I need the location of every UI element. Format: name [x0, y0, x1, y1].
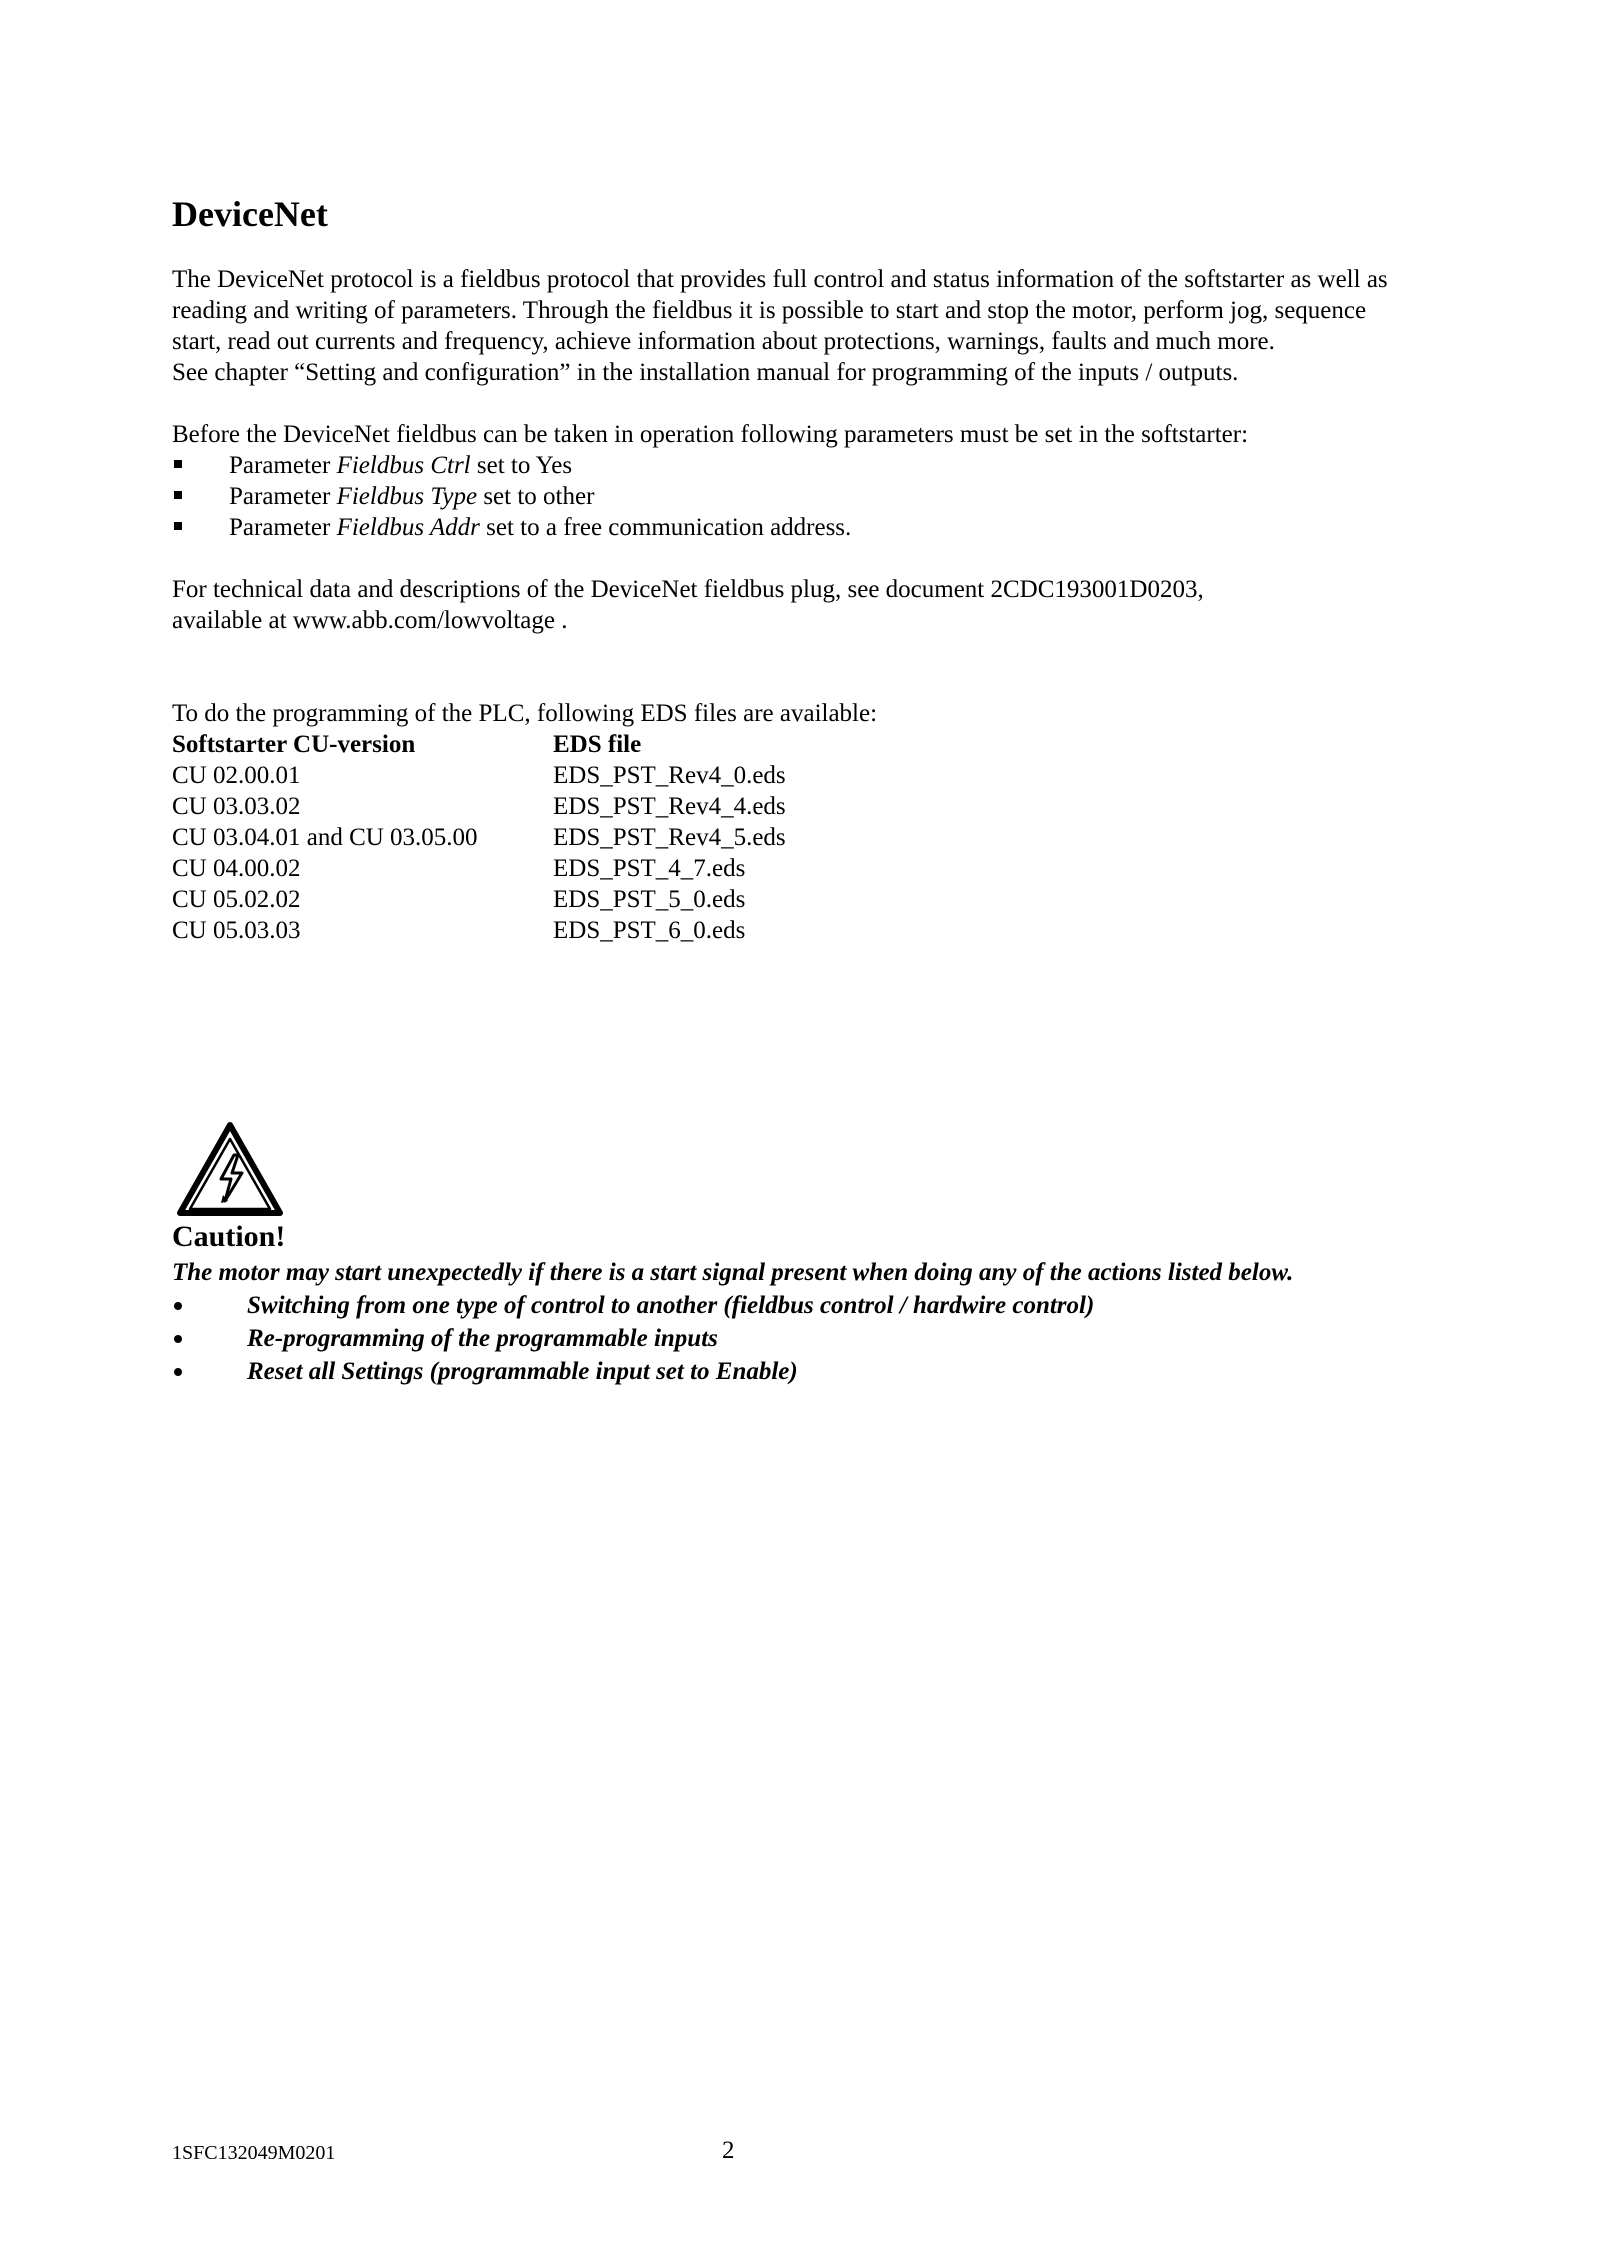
table-row: [172, 915, 786, 946]
parameter-suffix: set to Yes: [470, 452, 573, 479]
caution-list: [172, 1289, 1412, 1388]
parameter-suffix: set to other: [477, 483, 595, 510]
column-header-cu-version: Softstarter CU-version: [172, 731, 416, 758]
eds-file-cell: EDS_PST_Rev4_0.eds: [553, 762, 786, 789]
page-number: 2: [722, 2137, 735, 2164]
parameter-list: [172, 450, 1412, 543]
see-chapter-text: See chapter “Setting and configuration” in the installation manual for programming of the inputs / outputs.: [172, 359, 1239, 386]
caution-item-text: Re-programming of the programmable inputs: [247, 1325, 718, 1352]
eds-file-cell: EDS_PST_Rev4_4.eds: [553, 793, 786, 820]
cu-version-cell: CU 03.03.02: [172, 793, 301, 820]
cu-version-cell: CU 03.04.01 and CU 03.05.00: [172, 824, 478, 851]
availability-line: available at www.abb.com/lowvoltage .: [172, 607, 568, 634]
caution-heading: Caution!: [172, 1220, 286, 1253]
table-row: [172, 760, 786, 791]
eds-file-cell: EDS_PST_4_7.eds: [553, 855, 746, 882]
list-item: [172, 1322, 1412, 1355]
list-item: [172, 450, 1412, 481]
list-item: [172, 512, 1412, 543]
before-text: Before the DeviceNet fieldbus can be taken in operation following parameters must be set in the softstarter:: [172, 421, 1249, 448]
eds-intro: To do the programming of the PLC, following EDS files are available:: [172, 700, 878, 727]
table-row: [172, 853, 786, 884]
bullet-dot-icon: [174, 1335, 182, 1343]
caution-item-text: Reset all Settings (programmable input set to Enable): [247, 1358, 798, 1385]
bullet-dot-icon: [174, 1302, 182, 1310]
bullet-dot-icon: [174, 1368, 182, 1376]
page-title: DeviceNet: [172, 194, 328, 234]
eds-file-cell: EDS_PST_6_0.eds: [553, 917, 746, 944]
eds-file-cell: EDS_PST_Rev4_5.eds: [553, 824, 786, 851]
list-item: [172, 1355, 1412, 1388]
eds-file-cell: EDS_PST_5_0.eds: [553, 886, 746, 913]
cu-version-cell: CU 02.00.01: [172, 762, 301, 789]
cu-version-cell: CU 05.02.02: [172, 886, 301, 913]
table-row: [172, 884, 786, 915]
list-item: [172, 1289, 1412, 1322]
parameter-name: Fieldbus Ctrl: [336, 452, 471, 479]
parameter-suffix: set to a free communication address.: [479, 514, 852, 541]
document-number: 1SFC132049M0201: [172, 2142, 336, 2164]
list-item: [172, 481, 1412, 512]
parameter-name: Fieldbus Type: [336, 483, 478, 510]
caution-item-text: Switching from one type of control to another (fieldbus control / hardwire control): [247, 1292, 1095, 1319]
square-bullet-icon: [172, 512, 192, 543]
main-content: [172, 192, 1412, 946]
square-bullet-icon: [172, 450, 192, 481]
table-header-row: [172, 729, 786, 760]
intro-paragraph: The DeviceNet protocol is a fieldbus protocol that provides full control and status information of the softstarter as well as reading and writing of parameters. Through the fieldbus it is possible to start and stop the motor, perform jog, sequence start, read out currents and frequency, achieve information about protections, warnings, faults and much more.: [172, 266, 1388, 355]
cu-version-cell: CU 04.00.02: [172, 855, 301, 882]
square-bullet-icon: [172, 481, 192, 512]
electrical-hazard-warning-icon: [176, 1121, 284, 1217]
column-header-eds-file: EDS file: [553, 731, 642, 758]
caution-block: [172, 1218, 1412, 1388]
eds-table: [172, 729, 786, 946]
parameter-prefix: Parameter: [229, 452, 337, 479]
parameter-name: Fieldbus Addr: [336, 514, 480, 541]
parameter-prefix: Parameter: [229, 514, 337, 541]
table-row: [172, 791, 786, 822]
cu-version-cell: CU 05.03.03: [172, 917, 301, 944]
caution-lead: The motor may start unexpectedly if there is a start signal present when doing any of the actions listed below.: [172, 1259, 1294, 1286]
parameter-prefix: Parameter: [229, 483, 337, 510]
table-row: [172, 822, 786, 853]
technical-data-line: For technical data and descriptions of the DeviceNet fieldbus plug, see document 2CDC193001D0203,: [172, 576, 1204, 603]
